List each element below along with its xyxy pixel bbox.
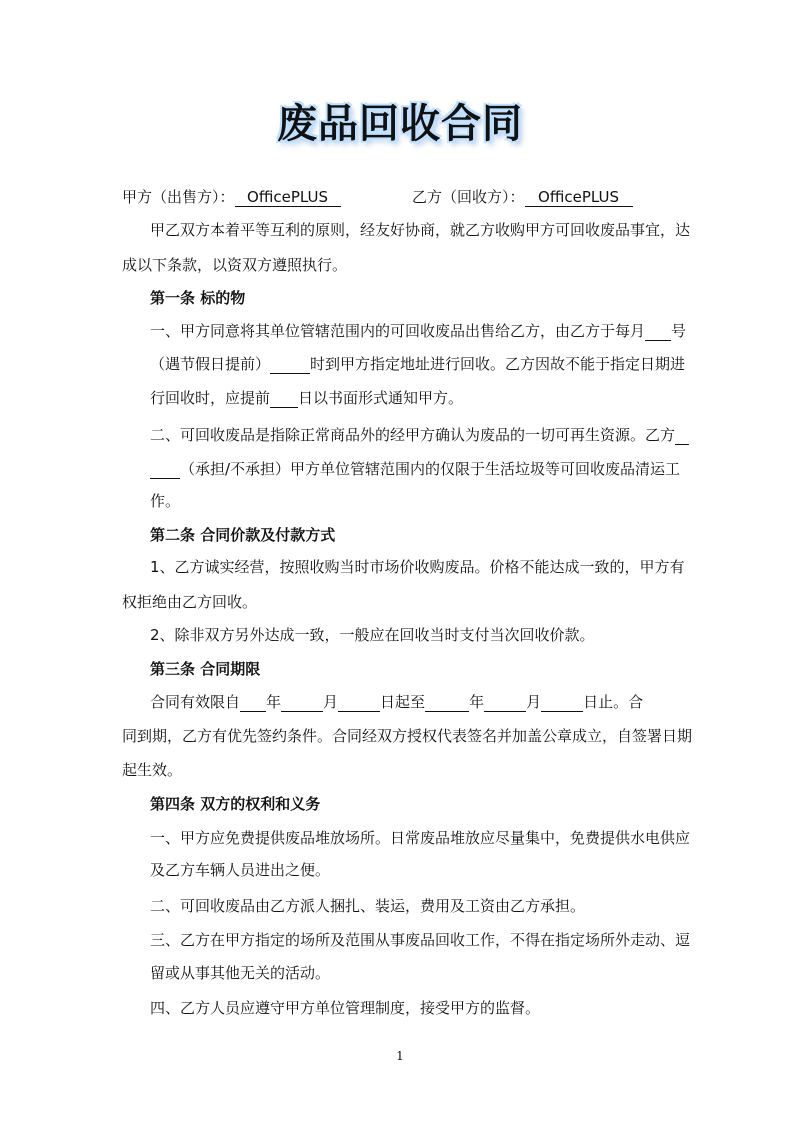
- blank-field: [645, 322, 671, 341]
- text-segment: 二、可回收废品是指除正常商品外的经甲方确认为废品的一切可再生资源。乙方: [150, 426, 676, 444]
- party-b-label: 乙方（回收方）：: [412, 188, 525, 206]
- text-segment: 月: [526, 693, 542, 711]
- article-1-p1-line-2: [150, 353, 685, 375]
- blank-field: [270, 389, 298, 408]
- text-segment: 年: [469, 693, 485, 711]
- article-4-p3-line-2: 留或从事其他无关的活动。: [150, 964, 331, 982]
- blank-field: [281, 693, 323, 712]
- text-segment: 时到甲方指定地址进行回收。乙方因故不能于指定日期进: [310, 355, 686, 373]
- party-a-value: OfficePLUS: [235, 188, 341, 207]
- text-segment: 日起至: [380, 693, 426, 711]
- text-segment: 年: [266, 693, 282, 711]
- article-4-heading: 第四条 双方的权利和义务: [150, 795, 321, 813]
- article-1-p1-line-3: [150, 387, 463, 409]
- article-4-p1-line-1: 一、甲方应免费提供废品堆放场所。日常废品堆放应尽量集中，免费提供水电供应: [150, 829, 691, 847]
- article-1-p2-line-3: 作。: [150, 492, 181, 510]
- intro-line-2: 成以下条款，以资双方遵照执行。: [122, 256, 348, 274]
- party-b-line: [412, 186, 633, 208]
- article-1-heading: 第一条 标的物: [150, 289, 246, 307]
- blank-field: [675, 426, 689, 445]
- article-3-line-3: 起生效。: [122, 761, 183, 779]
- article-4-p3-line-1: 三、乙方在甲方指定的场所及范围从事废品回收工作，不得在指定场所外走动、逗: [150, 931, 691, 949]
- article-3-line-1: [150, 691, 643, 713]
- article-2-p1-line-2: 权拒绝由乙方回收。: [122, 593, 258, 611]
- text-segment: 日止。合: [583, 693, 644, 711]
- blank-field: [150, 460, 180, 479]
- text-segment: （承担/不承担）甲方单位管辖范围内的仅限于生活垃圾等可回收废品清运工: [180, 460, 681, 478]
- article-4-p2-line-1: 二、可回收废品由乙方派人捆扎、装运，费用及工资由乙方承担。: [150, 897, 586, 915]
- intro-line-1: 甲乙双方本着平等互利的原则，经友好协商，就乙方收购甲方可回收废品事宜，达: [150, 221, 691, 239]
- article-1-p1-line-1: [150, 320, 686, 342]
- party-a-line: [122, 186, 341, 208]
- text-segment: 一、甲方同意将其单位管辖范围内的可回收废品出售给乙方，由乙方于每月: [150, 322, 646, 340]
- party-a-label: 甲方（出售方）：: [122, 188, 235, 206]
- blank-field: [484, 693, 526, 712]
- blank-field: [240, 693, 266, 712]
- article-2-heading: 第二条 合同价款及付款方式: [150, 526, 336, 544]
- contract-title: 废品回收合同: [277, 101, 523, 147]
- blank-field: [338, 693, 380, 712]
- text-segment: 月: [323, 693, 339, 711]
- blank-field: [425, 693, 469, 712]
- article-3-line-2: 同到期，乙方有优先签约条件。合同经双方授权代表签名并加盖公章成立，自签署日期: [122, 727, 693, 745]
- article-4-p1-line-2: 及乙方车辆人员进出之便。: [150, 861, 331, 879]
- blank-field: [541, 693, 583, 712]
- article-1-p2-line-1: [150, 424, 689, 446]
- party-b-value: OfficePLUS: [525, 188, 633, 207]
- article-2-p2-line-1: 2、除非双方另外达成一致，一般应在回收当时支付当次回收价款。: [150, 626, 595, 644]
- page-number: 1: [396, 1049, 404, 1063]
- text-segment: 日以书面形式通知甲方。: [298, 389, 464, 407]
- article-1-p2-line-2: [150, 458, 680, 480]
- article-3-heading: 第三条 合同期限: [150, 660, 261, 678]
- text-segment: 合同有效限自: [150, 693, 241, 711]
- article-4-p4-line-1: 四、乙方人员应遵守甲方单位管理制度，接受甲方的监督。: [150, 999, 541, 1017]
- blank-field: [270, 355, 310, 374]
- text-segment: 行回收时，应提前: [150, 389, 271, 407]
- text-segment: （遇节假日提前）: [150, 355, 271, 373]
- text-segment: 号: [671, 322, 687, 340]
- article-2-p1-line-1: 1、乙方诚实经营，按照收购当时市场价收购废品。价格不能达成一致的，甲方有: [150, 558, 685, 576]
